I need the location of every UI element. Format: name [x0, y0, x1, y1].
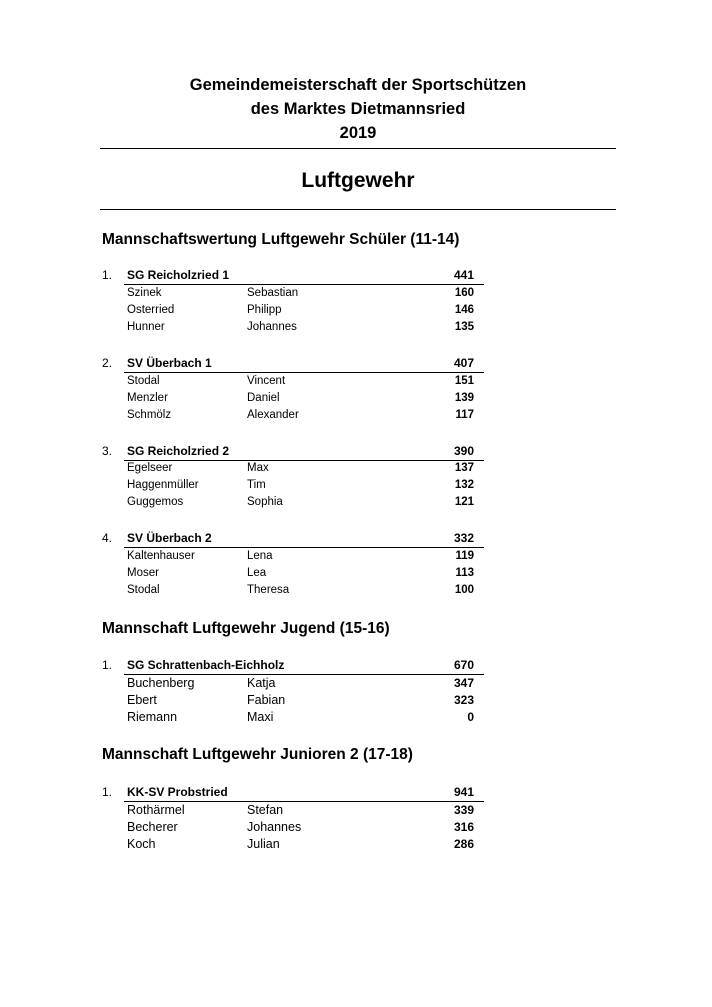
member-first-name: Vincent: [247, 375, 286, 387]
member-last-name: Stodal: [127, 584, 160, 596]
member-row: [100, 390, 484, 407]
team-rank: 1.: [102, 658, 113, 672]
team-total: 670: [453, 658, 474, 672]
member-first-name: Sophia: [247, 496, 283, 508]
team-total: 941: [453, 785, 474, 799]
member-score: 139: [454, 392, 474, 404]
member-last-name: Haggenmüller: [127, 479, 199, 491]
member-row: [100, 675, 484, 692]
member-first-name: Julian: [247, 837, 280, 851]
member-first-name: Alexander: [247, 409, 299, 421]
section-heading: Mannschaft Luftgewehr Junioren 2 (17-18): [102, 746, 413, 763]
member-score: 137: [454, 462, 474, 474]
header-divider-top: [100, 148, 616, 149]
member-score: 119: [455, 550, 474, 562]
member-score: 323: [453, 693, 474, 707]
member-first-name: Lea: [247, 567, 267, 579]
team-row: [100, 354, 484, 372]
member-last-name: Menzler: [127, 392, 168, 404]
member-first-name: Johannes: [247, 820, 302, 834]
team-rank: 3.: [102, 444, 113, 458]
member-last-name: Hunner: [127, 321, 165, 333]
member-first-name: Sebastian: [247, 287, 299, 299]
member-score: 339: [453, 803, 474, 817]
member-score: 160: [454, 287, 474, 299]
member-first-name: Lena: [247, 550, 273, 562]
member-last-name: Koch: [127, 837, 156, 851]
section-heading: Mannschaftswertung Luftgewehr Schüler (11-14): [102, 231, 460, 248]
team-rank: 4.: [102, 531, 113, 545]
member-score: 100: [454, 584, 474, 596]
member-row: [100, 494, 484, 511]
member-row: [100, 692, 484, 709]
member-row: [100, 477, 484, 494]
team-rank: 1.: [102, 785, 113, 799]
member-score: 121: [454, 496, 474, 508]
member-score: 146: [454, 304, 474, 316]
member-row: [100, 373, 484, 390]
member-last-name: Szinek: [127, 287, 162, 299]
header-divider-bottom: [100, 209, 616, 210]
member-last-name: Schmölz: [127, 409, 172, 421]
section-heading: Mannschaft Luftgewehr Jugend (15-16): [102, 620, 390, 637]
team-total: 407: [453, 356, 474, 370]
member-first-name: Katja: [247, 676, 276, 690]
member-last-name: Rothärmel: [127, 803, 185, 817]
member-row: [100, 460, 484, 477]
member-row: [100, 548, 484, 565]
team-total: 332: [453, 531, 474, 545]
member-first-name: Johannes: [247, 321, 297, 333]
member-row: [100, 582, 484, 599]
team-row: [100, 783, 484, 801]
member-first-name: Tim: [247, 479, 266, 491]
team-row: [100, 266, 484, 284]
member-score: 151: [454, 375, 474, 387]
team-row: [100, 656, 484, 674]
member-row: [100, 802, 484, 819]
member-row: [100, 836, 484, 853]
team-row: [100, 529, 484, 547]
member-score: 347: [453, 676, 474, 690]
team-total: 390: [453, 444, 474, 458]
member-row: [100, 565, 484, 582]
member-last-name: Moser: [127, 567, 159, 579]
member-last-name: Riemann: [127, 710, 178, 724]
member-score: 316: [453, 820, 474, 834]
member-first-name: Stefan: [247, 803, 284, 817]
member-score: 135: [454, 321, 474, 333]
member-score: 113: [455, 567, 474, 579]
member-first-name: Daniel: [247, 392, 280, 404]
member-first-name: Fabian: [247, 693, 286, 707]
team-name: KK-SV Probstried: [127, 785, 228, 799]
member-score: 132: [454, 479, 474, 491]
member-last-name: Ebert: [127, 693, 157, 707]
team-rank: 1.: [102, 268, 113, 282]
member-last-name: Becherer: [127, 820, 178, 834]
member-row: [100, 302, 484, 319]
member-row: [100, 285, 484, 302]
member-first-name: Theresa: [247, 584, 290, 596]
team-name: SG Schrattenbach-Eichholz: [127, 658, 285, 672]
member-last-name: Osterried: [127, 304, 175, 316]
member-row: [100, 819, 484, 836]
member-row: [100, 319, 484, 336]
discipline-title: Luftgewehr: [301, 169, 415, 192]
team-rank: 2.: [102, 356, 113, 370]
document-title-line2: des Marktes Dietmannsried: [250, 100, 466, 118]
member-first-name: Philipp: [247, 304, 282, 316]
team-name: SG Reicholzried 1: [127, 268, 230, 282]
member-last-name: Guggemos: [127, 496, 184, 508]
team-total: 441: [453, 268, 474, 282]
team-name: SV Überbach 1: [127, 356, 212, 370]
member-first-name: Max: [247, 462, 269, 474]
member-row: [100, 709, 484, 726]
team-name: SV Überbach 2: [127, 531, 212, 545]
member-first-name: Maxi: [247, 710, 274, 724]
member-row: [100, 407, 484, 424]
document-title-line1: Gemeindemeisterschaft der Sportschützen: [189, 76, 527, 94]
document-year: 2019: [339, 124, 377, 142]
team-name: SG Reicholzried 2: [127, 444, 230, 458]
member-last-name: Kaltenhauser: [127, 550, 195, 562]
member-score: 0: [467, 710, 474, 724]
member-last-name: Buchenberg: [127, 676, 195, 690]
member-score: 117: [455, 409, 474, 421]
team-row: [100, 442, 484, 460]
member-last-name: Egelseer: [127, 462, 173, 474]
member-score: 286: [453, 837, 474, 851]
member-last-name: Stodal: [127, 375, 160, 387]
